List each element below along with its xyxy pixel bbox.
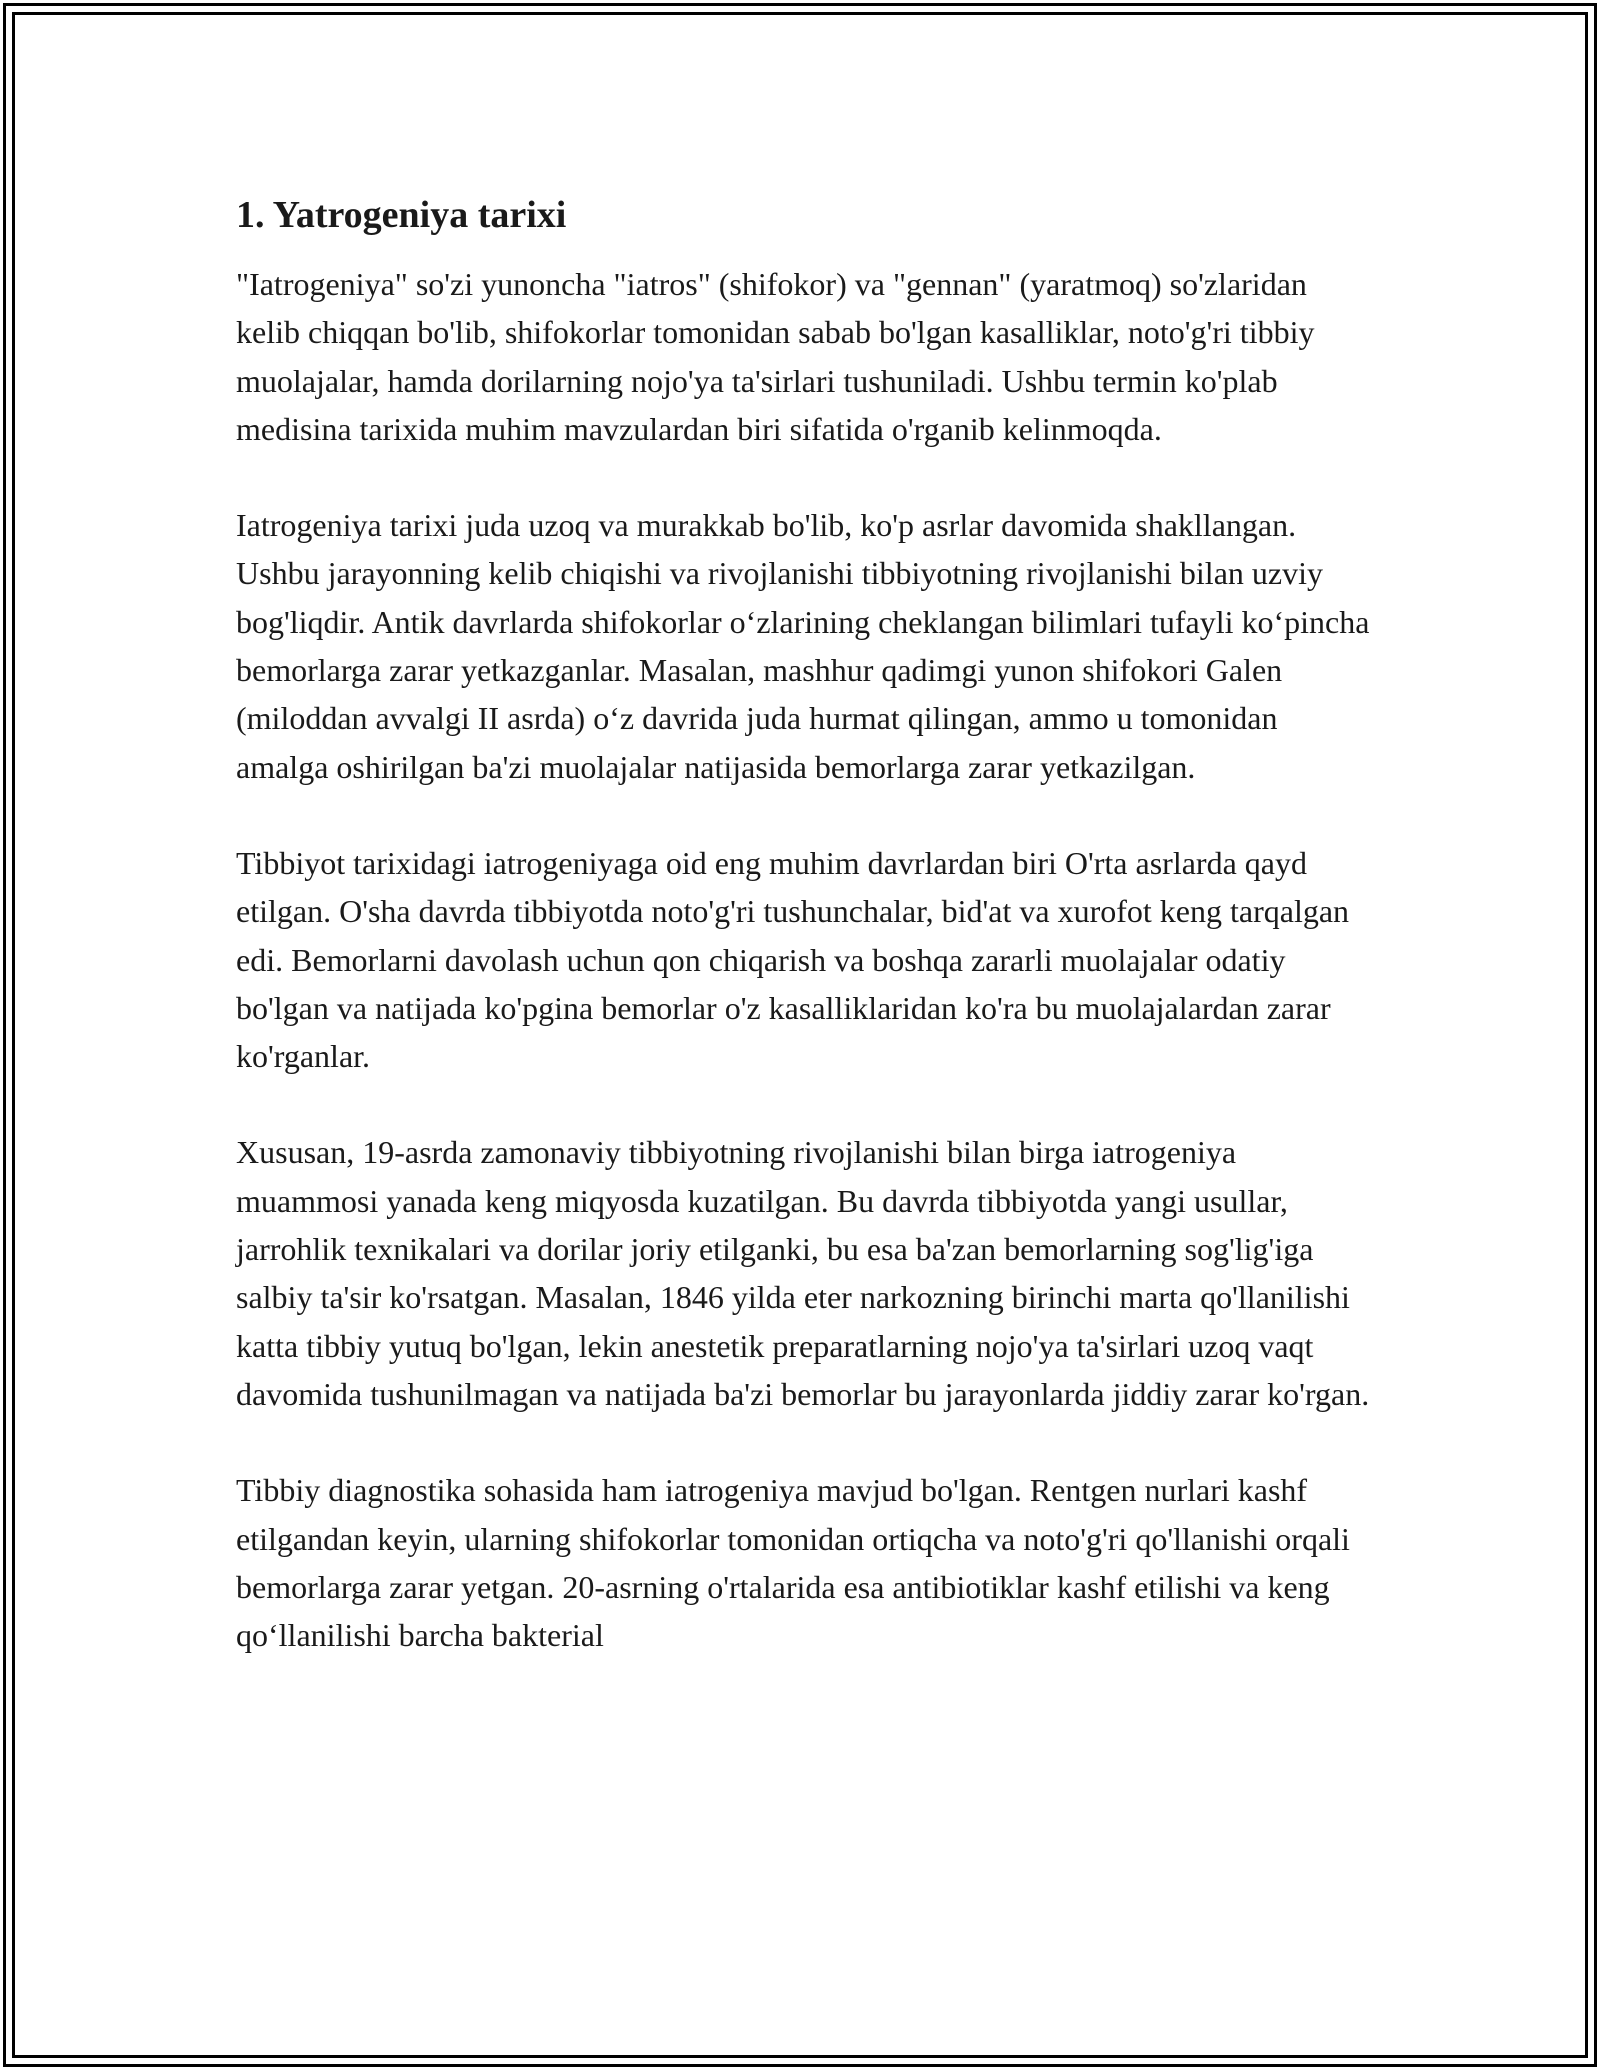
paragraph-middle-ages: Tibbiyot tarixidagi iatrogeniyaga oid eng muhim davrlardan biri O'rta asrlarda qayd etilgan. O'sha davrda tibbiyotda noto'g'ri tushunchalar, bid'at va xurofot keng tarqalgan edi. Bemorlarni davolash uchun qon chiqarish va boshqa zararli muolajalar odatiy bo'lgan va natijada ko'pgina bemorlar o'z kasalliklaridan ko'ra bu muolajalardan zarar ko'rganlar. (236, 844, 1350, 1075)
paragraph-history: Iatrogeniya tarixi juda uzoq va murakkab bo'lib, ko'p asrlar davomida shakllangan. Ushbu jarayonning kelib chiqishi va rivojlanishi tibbiyotning rivojlanishi bilan uzviy bog'liqdir. Antik davrlarda shifokorlar o‘zlarining cheklangan bilimlari tufayli ko‘pincha bemorlarga zarar yetkazganlar. Masalan, mashhur qadimgi yunon shifokori Galen (miloddan avvalgi II asrda) o‘z davrida juda hurmat qilingan, ammo u tomonidan amalga oshirilgan ba'zi muolajalar natijasida bemorlarga zarar yetkazilgan. (236, 507, 1370, 785)
paragraph-19th-century: Xususan, 19-asrda zamonaviy tibbiyotning rivojlanishi bilan birga iatrogeniya muammosi yanada keng miqyosda kuzatilgan. Bu davrda tibbiyotda yangi usullar, jarrohlik texnikalari va dorilar joriy etilganki, bu esa ba'zan bemorlarning sog'lig'iga salbiy ta'sir ko'rsatgan. Masalan, 1846 yilda eter narkozning birinchi marta qo'llanilishi katta tibbiy yutuq bo'lgan, lekin anestetik preparatlarning nojo'ya ta'sirlari uzoq vaqt davomida tushunilmagan va natijada ba'zi bemorlar bu jarayonlarda jiddiy zarar ko'rgan. (236, 1134, 1370, 1412)
paragraph-diagnostics: Tibbiy diagnostika sohasida ham iatrogeniya mavjud bo'lgan. Rentgen nurlari kashf etilgandan keyin, ularning shifokorlar tomonidan ortiqcha va noto'g'ri qo'llanishi orqali bemorlarga zarar yetgan. 20-asrning o'rtalarida esa antibiotiklar kashf etilishi va keng qo‘llanilishi barcha bakterial (236, 1472, 1350, 1654)
paragraph-etymology: "Iatrogeniya" so'zi yunoncha "iatros" (shifokor) va "gennan" (yaratmoq) so'zlaridan kelib chiqqan bo'lib, shifokorlar tomonidan sabab bo'lgan kasalliklar, noto'g'ri tibbiy muolajalar, hamda dorilarning nojo'ya ta'sirlari tushuniladi. Ushbu termin ko'plab medisina tarixida muhim mavzulardan biri sifatida o'rganib kelinmoqda. (236, 266, 1315, 447)
document-body (236, 190, 1376, 1707)
section-heading: 1. Yatrogeniya tarixi (236, 194, 567, 236)
